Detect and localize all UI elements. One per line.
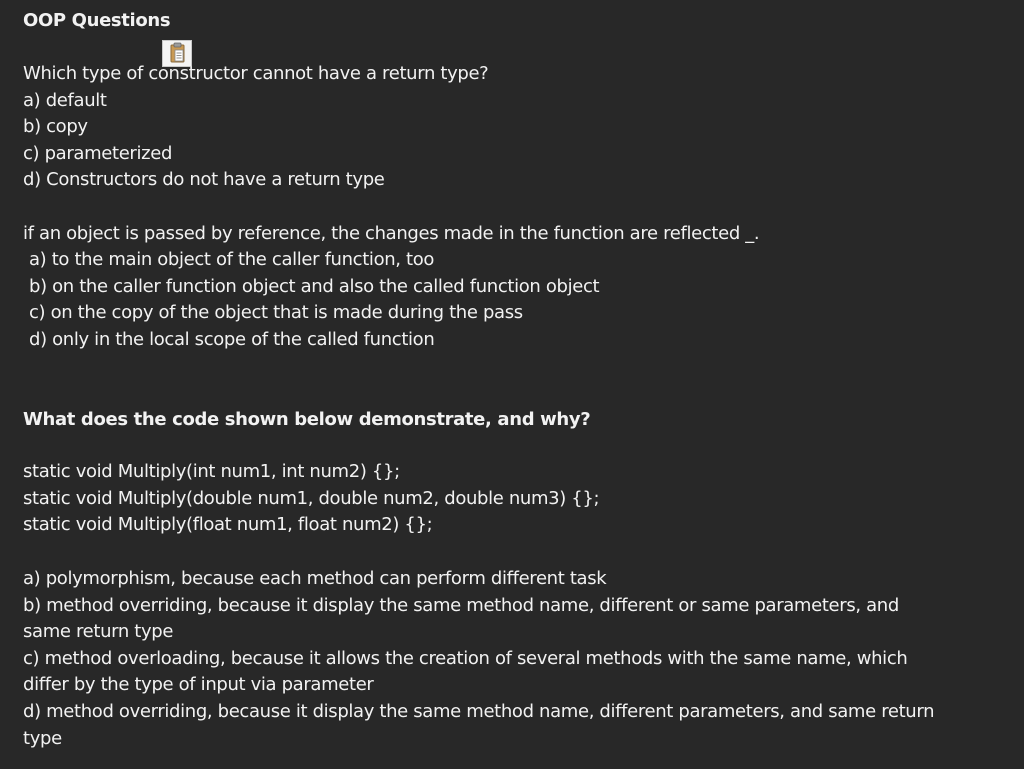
question-2-option-c: c) on the copy of the object that is made during the pass bbox=[29, 302, 523, 323]
question-1-option-a: a) default bbox=[23, 90, 107, 111]
question-1-option-b: b) copy bbox=[23, 116, 88, 137]
code-line-2: static void Multiply(double num1, double num2, double num3) {}; bbox=[23, 488, 600, 509]
question-1-text: Which type of constructor cannot have a return type? bbox=[23, 63, 489, 84]
document-title: OOP Questions bbox=[23, 10, 171, 31]
question-3-option-d-continued: type bbox=[23, 728, 62, 749]
question-3-option-c-continued: differ by the type of input via parameter bbox=[23, 674, 374, 695]
code-line-1: static void Multiply(int num1, int num2) {}; bbox=[23, 461, 400, 482]
question-1-option-d: d) Constructors do not have a return type bbox=[23, 169, 385, 190]
question-2-text: if an object is passed by reference, the changes made in the function are reflected _. bbox=[23, 223, 760, 244]
question-2-option-a: a) to the main object of the caller function, too bbox=[29, 249, 435, 270]
question-1-option-c: c) parameterized bbox=[23, 143, 173, 164]
question-3-option-b-continued: same return type bbox=[23, 621, 174, 642]
question-3-option-c: c) method overloading, because it allows the creation of several methods with the same name, which bbox=[23, 648, 908, 669]
question-3-option-a: a) polymorphism, because each method can perform different task bbox=[23, 568, 607, 589]
question-2-option-d: d) only in the local scope of the called function bbox=[29, 329, 435, 350]
question-3-option-b: b) method overriding, because it display the same method name, different or same parameters, and bbox=[23, 595, 899, 616]
code-line-3: static void Multiply(float num1, float num2) {}; bbox=[23, 514, 433, 535]
question-3-text: What does the code shown below demonstrate, and why? bbox=[23, 409, 591, 430]
question-3-option-d: d) method overriding, because it display the same method name, different parameters, and same return bbox=[23, 701, 935, 722]
question-2-option-b: b) on the caller function object and also the called function object bbox=[29, 276, 600, 297]
